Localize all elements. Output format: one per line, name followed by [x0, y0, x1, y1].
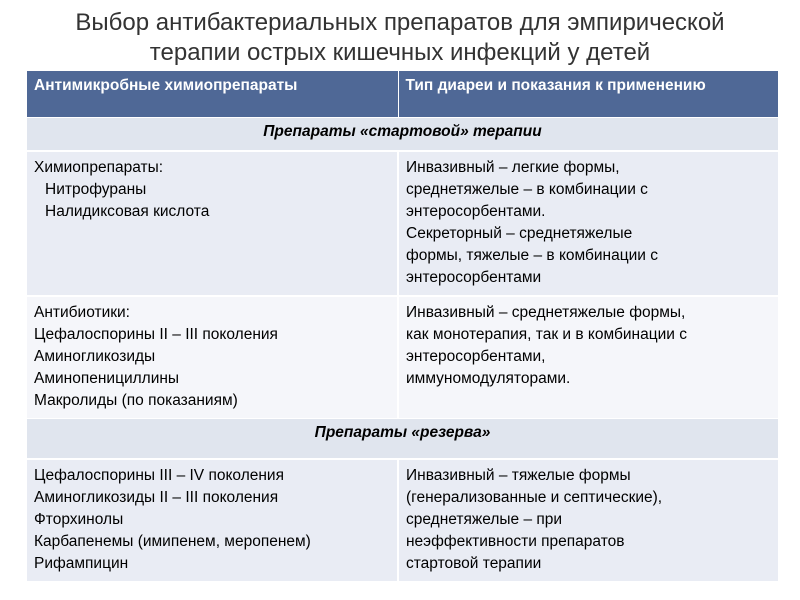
row2-drugs-line: Аминопенициллины: [34, 370, 180, 387]
table-row: [27, 459, 778, 581]
row2-indications-line: иммуномодуляторами.: [406, 370, 571, 387]
row3-indications-line: Инвазивный – тяжелые формы: [406, 466, 631, 484]
row1-indications-line: среднетяжелые – в комбинации с: [406, 181, 648, 198]
row1-drugs-line: Налидиксовая кислота: [45, 203, 210, 220]
row3-indications-cell: [398, 459, 778, 581]
row3-indications-line: стартовой терапии: [406, 554, 542, 572]
row3-drugs-cell: [27, 459, 398, 581]
row2-drugs-line: Макролиды (по показаниям): [34, 392, 238, 409]
row1-indications-line: энтеросорбентами: [406, 269, 542, 286]
table-row: [27, 151, 778, 296]
row3-drugs-line: Рифампицин: [34, 554, 129, 572]
section-row-reserve: [27, 419, 778, 459]
table-header-row: [27, 71, 778, 117]
section-start-label: Препараты «стартовой» терапии: [27, 117, 778, 151]
header-antimicrobial-drugs: Антимикробные химиопрепараты: [27, 71, 398, 117]
row2-indications-line: как монотерапия, так и в комбинации с: [406, 326, 687, 343]
row3-indications-line: среднетяжелые – при: [406, 510, 563, 528]
section-row-start: [27, 117, 778, 151]
section-reserve-label: Препараты «резерва»: [27, 419, 778, 459]
row3-indications-line: (генерализованные и септические),: [406, 488, 663, 506]
row3-drugs-line: Фторхинолы: [34, 510, 124, 528]
row3-drugs-line: Карбапенемы (имипенем, меропенем): [34, 532, 311, 550]
row1-drugs-line: Нитрофураны: [45, 181, 147, 198]
row3-drugs-line: Цефалоспорины III – IV поколения: [34, 466, 284, 484]
row1-indications-line: энтеросорбентами.: [406, 203, 546, 220]
row2-indications-line: энтеросорбентами,: [406, 348, 546, 365]
row1-drugs-line: Химиопрепараты:: [34, 159, 164, 176]
slide-title: [0, 8, 800, 68]
table-row: [27, 296, 778, 419]
row2-drugs-line: Цефалоспорины II – III поколения: [34, 326, 278, 343]
row3-indications-line: неэффективности препаратов: [406, 532, 625, 550]
row2-drugs-line: Аминогликозиды: [34, 348, 156, 365]
row1-indications-line: Инвазивный – легкие формы,: [406, 159, 620, 176]
drug-table: [27, 71, 778, 581]
slide-title-line-1: Выбор антибактериальных препаратов для эмпирической: [75, 9, 725, 36]
row1-indications-line: формы, тяжелые – в комбинации с: [406, 247, 658, 264]
row1-drugs-cell: [27, 151, 398, 296]
row1-indications-cell: [398, 151, 778, 296]
row2-indications-line: Инвазивный – среднетяжелые формы,: [406, 304, 686, 321]
row1-indications-line: Секреторный – среднетяжелые: [406, 225, 633, 242]
row2-indications-cell: [398, 296, 778, 419]
row2-drugs-cell: [27, 296, 398, 419]
row3-drugs-line: Аминогликозиды II – III поколения: [34, 488, 279, 506]
slide-title-line-2: терапии острых кишечных инфекций у детей: [149, 39, 651, 66]
header-diarrhea-type: Тип диареи и показания к применению: [398, 71, 778, 117]
row2-drugs-line: Антибиотики:: [34, 304, 130, 321]
